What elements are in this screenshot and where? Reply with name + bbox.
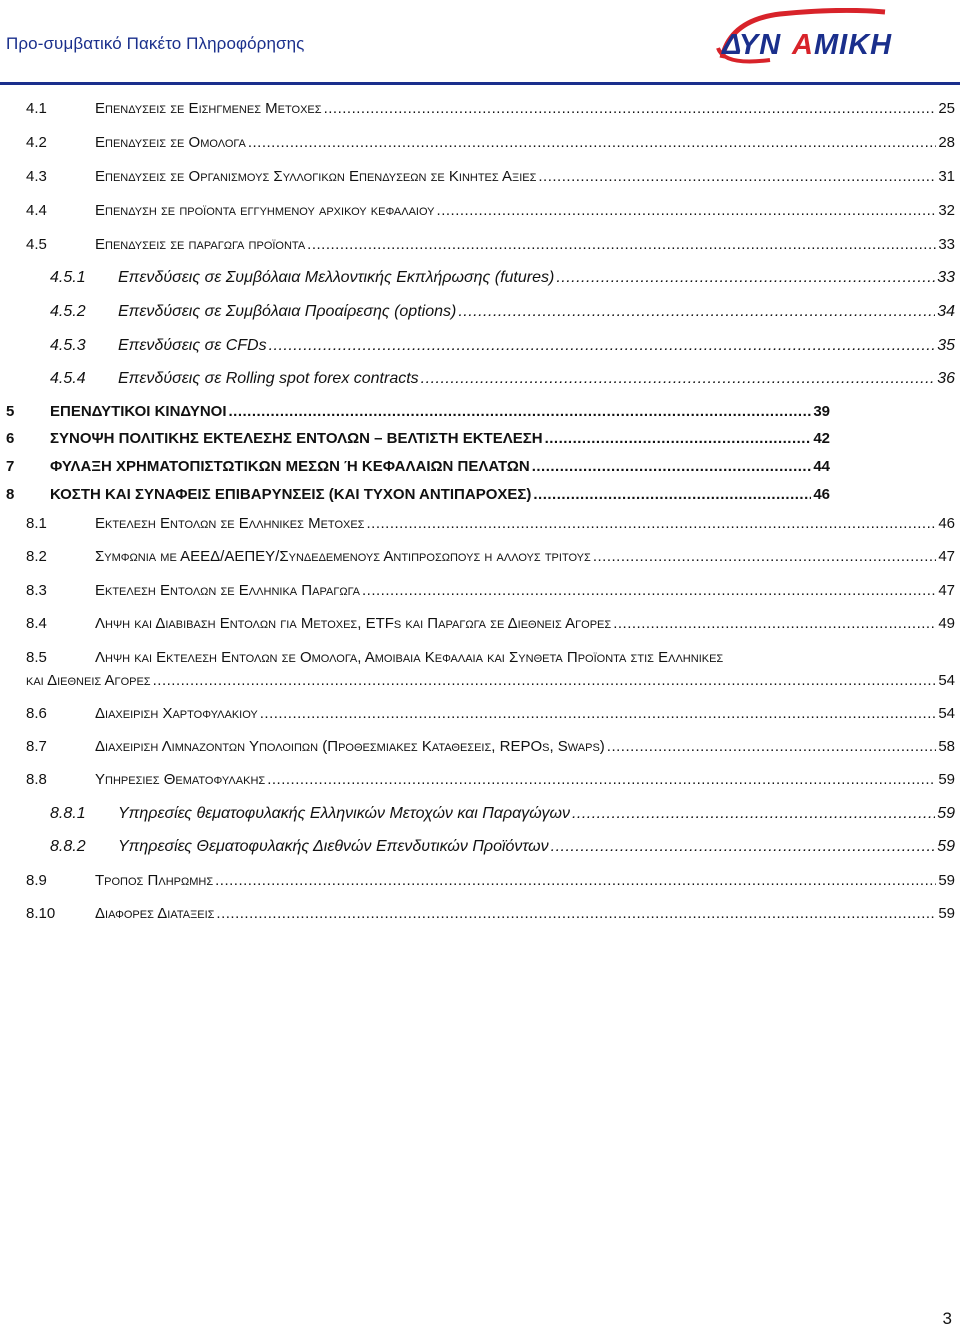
toc-title: Επενδύσεις σε Rolling spot forex contracts: [118, 370, 419, 387]
toc-page: 49: [938, 615, 955, 632]
toc-title: ΣΥΝΟΨΗ ΠΟΛΙΤΙΚΗΣ ΕΚΤΕΛΕΣΗΣ ΕΝΤΟΛΩΝ – ΒΕΛΤΙΣΤΗ ΕΚΤΕΛΕΣΗ: [50, 430, 543, 447]
dot-leader: [215, 872, 936, 890]
toc-page: 39: [813, 403, 830, 420]
toc-title: Διαχειριση Λιμναζοντων Υπολοιπων (Προθεσμιακες Καταθεσεις, REPOs, Swaps): [95, 738, 605, 755]
toc-page: 25: [938, 100, 955, 117]
toc-title: Διαφορες Διαταξεις: [95, 905, 215, 922]
svg-text:ΔΥΝ: ΔΥΝ: [722, 29, 782, 61]
toc-number: 8.8: [26, 771, 47, 788]
page-number: 3: [942, 1309, 952, 1328]
logo-graphic: [710, 8, 950, 70]
document-title: Προ-συμβατικό Πακέτο Πληροφόρησης: [6, 34, 305, 53]
toc-page: 59: [938, 905, 955, 922]
toc-number: 8.5: [26, 649, 47, 666]
toc-page: 54: [938, 705, 955, 722]
toc-title: Τροπος Πληρωμης: [95, 872, 214, 889]
toc-page: 59: [938, 872, 955, 889]
toc-number: 8.10: [26, 905, 56, 922]
dot-leader: [229, 403, 812, 421]
toc-title: Επενδυσεις σε Ομολογα: [95, 134, 246, 151]
toc-page: 58: [938, 738, 955, 755]
toc-page: 34: [937, 303, 955, 320]
toc-page: 31: [938, 168, 955, 185]
toc-number: 8.4: [26, 615, 47, 632]
toc-number: 8.9: [26, 872, 47, 889]
toc-number: 4.2: [26, 134, 47, 151]
toc-title: Συμφωνια με ΑΕΕΔ/ΑΕΠΕΥ/Συνδεδεμενους Αντιπροσωπους η αλλους τριτους: [95, 548, 591, 565]
dot-leader: [324, 100, 937, 118]
toc-number: 8.7: [26, 738, 47, 755]
toc-title: Επενδυσεις σε Εισηγμενες Μετοχες: [95, 100, 322, 117]
toc-number: 8.8.1: [50, 805, 86, 822]
toc-number: 4.5.3: [50, 337, 86, 354]
toc-title: Υπηρεσίες Θεματοφυλακής Διεθνών Επενδυτικών Προϊόντων: [118, 838, 549, 855]
toc-number: 8.8.2: [50, 838, 86, 855]
toc-number: 8: [6, 486, 15, 503]
dot-leader: [269, 337, 936, 355]
toc-title: Επενδυσεις σε Οργανισμους Συλλογικων Επενδυσεων σε Κινητες Αξιες: [95, 168, 537, 185]
toc-title: Επενδύσεις σε Συμβόλαια Προαίρεσης (options): [118, 303, 457, 320]
dot-leader: [260, 705, 937, 723]
company-logo: [710, 8, 950, 70]
toc-number: 7: [6, 458, 15, 475]
toc-page: 47: [938, 582, 955, 599]
dot-leader: [437, 202, 937, 220]
toc-title: Ληψη και Εκτελεση Εντολων σε Ομολογα, Αμοιβαια Κεφαλαια και Συνθετα Προϊοντα στις Ελληνικες: [95, 649, 724, 666]
toc-page: 59: [938, 771, 955, 788]
toc-title: Εκτελεση Εντολων σε Ελληνικα Παραγωγα: [95, 582, 360, 599]
dot-leader: [458, 303, 935, 321]
toc-number: 6: [6, 430, 15, 447]
dot-leader: [551, 838, 936, 856]
svg-text:ΜΙΚΗ: ΜΙΚΗ: [814, 29, 893, 61]
toc-title: Επενδύσεις σε Συμβόλαια Μελλοντικής Εκπλήρωσης (futures): [118, 269, 555, 286]
toc-page: 44: [813, 458, 830, 475]
dot-leader: [556, 269, 935, 287]
dot-leader: [366, 515, 936, 533]
toc-page: 54: [938, 672, 955, 689]
toc-number: 8.2: [26, 548, 47, 565]
toc-title: Επενδυσεις σε παραγωγα προϊοντα: [95, 236, 306, 253]
toc-number: 4.3: [26, 168, 47, 185]
toc-page: 35: [937, 337, 955, 354]
toc-page: 46: [813, 486, 830, 503]
dot-leader: [545, 430, 812, 448]
toc-number: 4.5.2: [50, 303, 86, 320]
dot-leader: [421, 370, 936, 388]
toc-title: Εκτελεση Εντολων σε Ελληνικες Μετοχες: [95, 515, 365, 532]
toc-page: 36: [937, 370, 955, 387]
dot-leader: [362, 582, 936, 600]
toc-title: Υπηρεσιες Θεματοφυλακης: [95, 771, 266, 788]
toc-page: 33: [938, 236, 955, 253]
dot-leader: [267, 771, 936, 789]
toc-title: Επενδύσεις σε CFDs: [118, 337, 267, 354]
dot-leader: [607, 738, 937, 756]
dot-leader: [307, 236, 936, 254]
dot-leader: [572, 805, 935, 823]
page-header: [0, 0, 960, 90]
toc-number: 8.3: [26, 582, 47, 599]
toc-number: 8.1: [26, 515, 47, 532]
toc-number: 4.1: [26, 100, 47, 117]
toc-title: Υπηρεσίες θεματοφυλακής Ελληνικών Μετοχών και Παραγώγων: [118, 805, 570, 822]
toc-title: ΕΠΕΝΔΥΤΙΚΟΙ ΚΙΝΔΥΝΟΙ: [50, 403, 227, 420]
header-divider: [0, 82, 960, 85]
toc-page: 46: [938, 515, 955, 532]
dot-leader: [153, 672, 937, 690]
toc-title: Ληψη και Διαβιβαση Εντολων για Μετοχες, ETFs και Παραγωγα σε Διεθνεις Αγορες: [95, 615, 612, 632]
toc-number: 5: [6, 403, 15, 420]
dot-leader: [216, 905, 936, 923]
dot-leader: [538, 168, 936, 186]
dot-leader: [248, 134, 937, 152]
toc-number: 4.5: [26, 236, 47, 253]
toc-number: 4.4: [26, 202, 47, 219]
toc-title-continued: και Διεθνεις Αγορες: [26, 672, 151, 689]
dot-leader: [613, 615, 936, 633]
toc-page: 28: [938, 134, 955, 151]
toc-title: ΚΟΣΤΗ ΚΑΙ ΣΥΝΑΦΕΙΣ ΕΠΙΒΑΡΥΝΣΕΙΣ (ΚΑΙ ΤΥΧΟΝ ΑΝΤΙΠΑΡΟΧΕΣ): [50, 486, 532, 503]
toc-page: 42: [813, 430, 830, 447]
dot-leader: [593, 548, 937, 566]
toc-page: 32: [938, 202, 955, 219]
svg-text:Α: Α: [792, 29, 813, 61]
toc-number: 4.5.4: [50, 370, 86, 387]
dot-leader: [532, 458, 812, 476]
toc-number: 4.5.1: [50, 269, 86, 286]
toc-page: 33: [937, 269, 955, 286]
toc-title: Διαχειριση Χαρτοφυλακιου: [95, 705, 258, 722]
toc-title: ΦΥΛΑΞΗ ΧΡΗΜΑΤΟΠΙΣΤΩΤΙΚΩΝ ΜΕΣΩΝ Ή ΚΕΦΑΛΑΙΩΝ ΠΕΛΑΤΩΝ: [50, 458, 530, 475]
toc-page: 59: [937, 805, 955, 822]
toc-page: 47: [938, 548, 955, 565]
toc-number: 8.6: [26, 705, 47, 722]
toc-page: 59: [937, 838, 955, 855]
dot-leader: [533, 486, 811, 504]
toc-title: Επενδυση σε προϊοντα εγγυημενου αρχικου κεφαλαιου: [95, 202, 435, 219]
